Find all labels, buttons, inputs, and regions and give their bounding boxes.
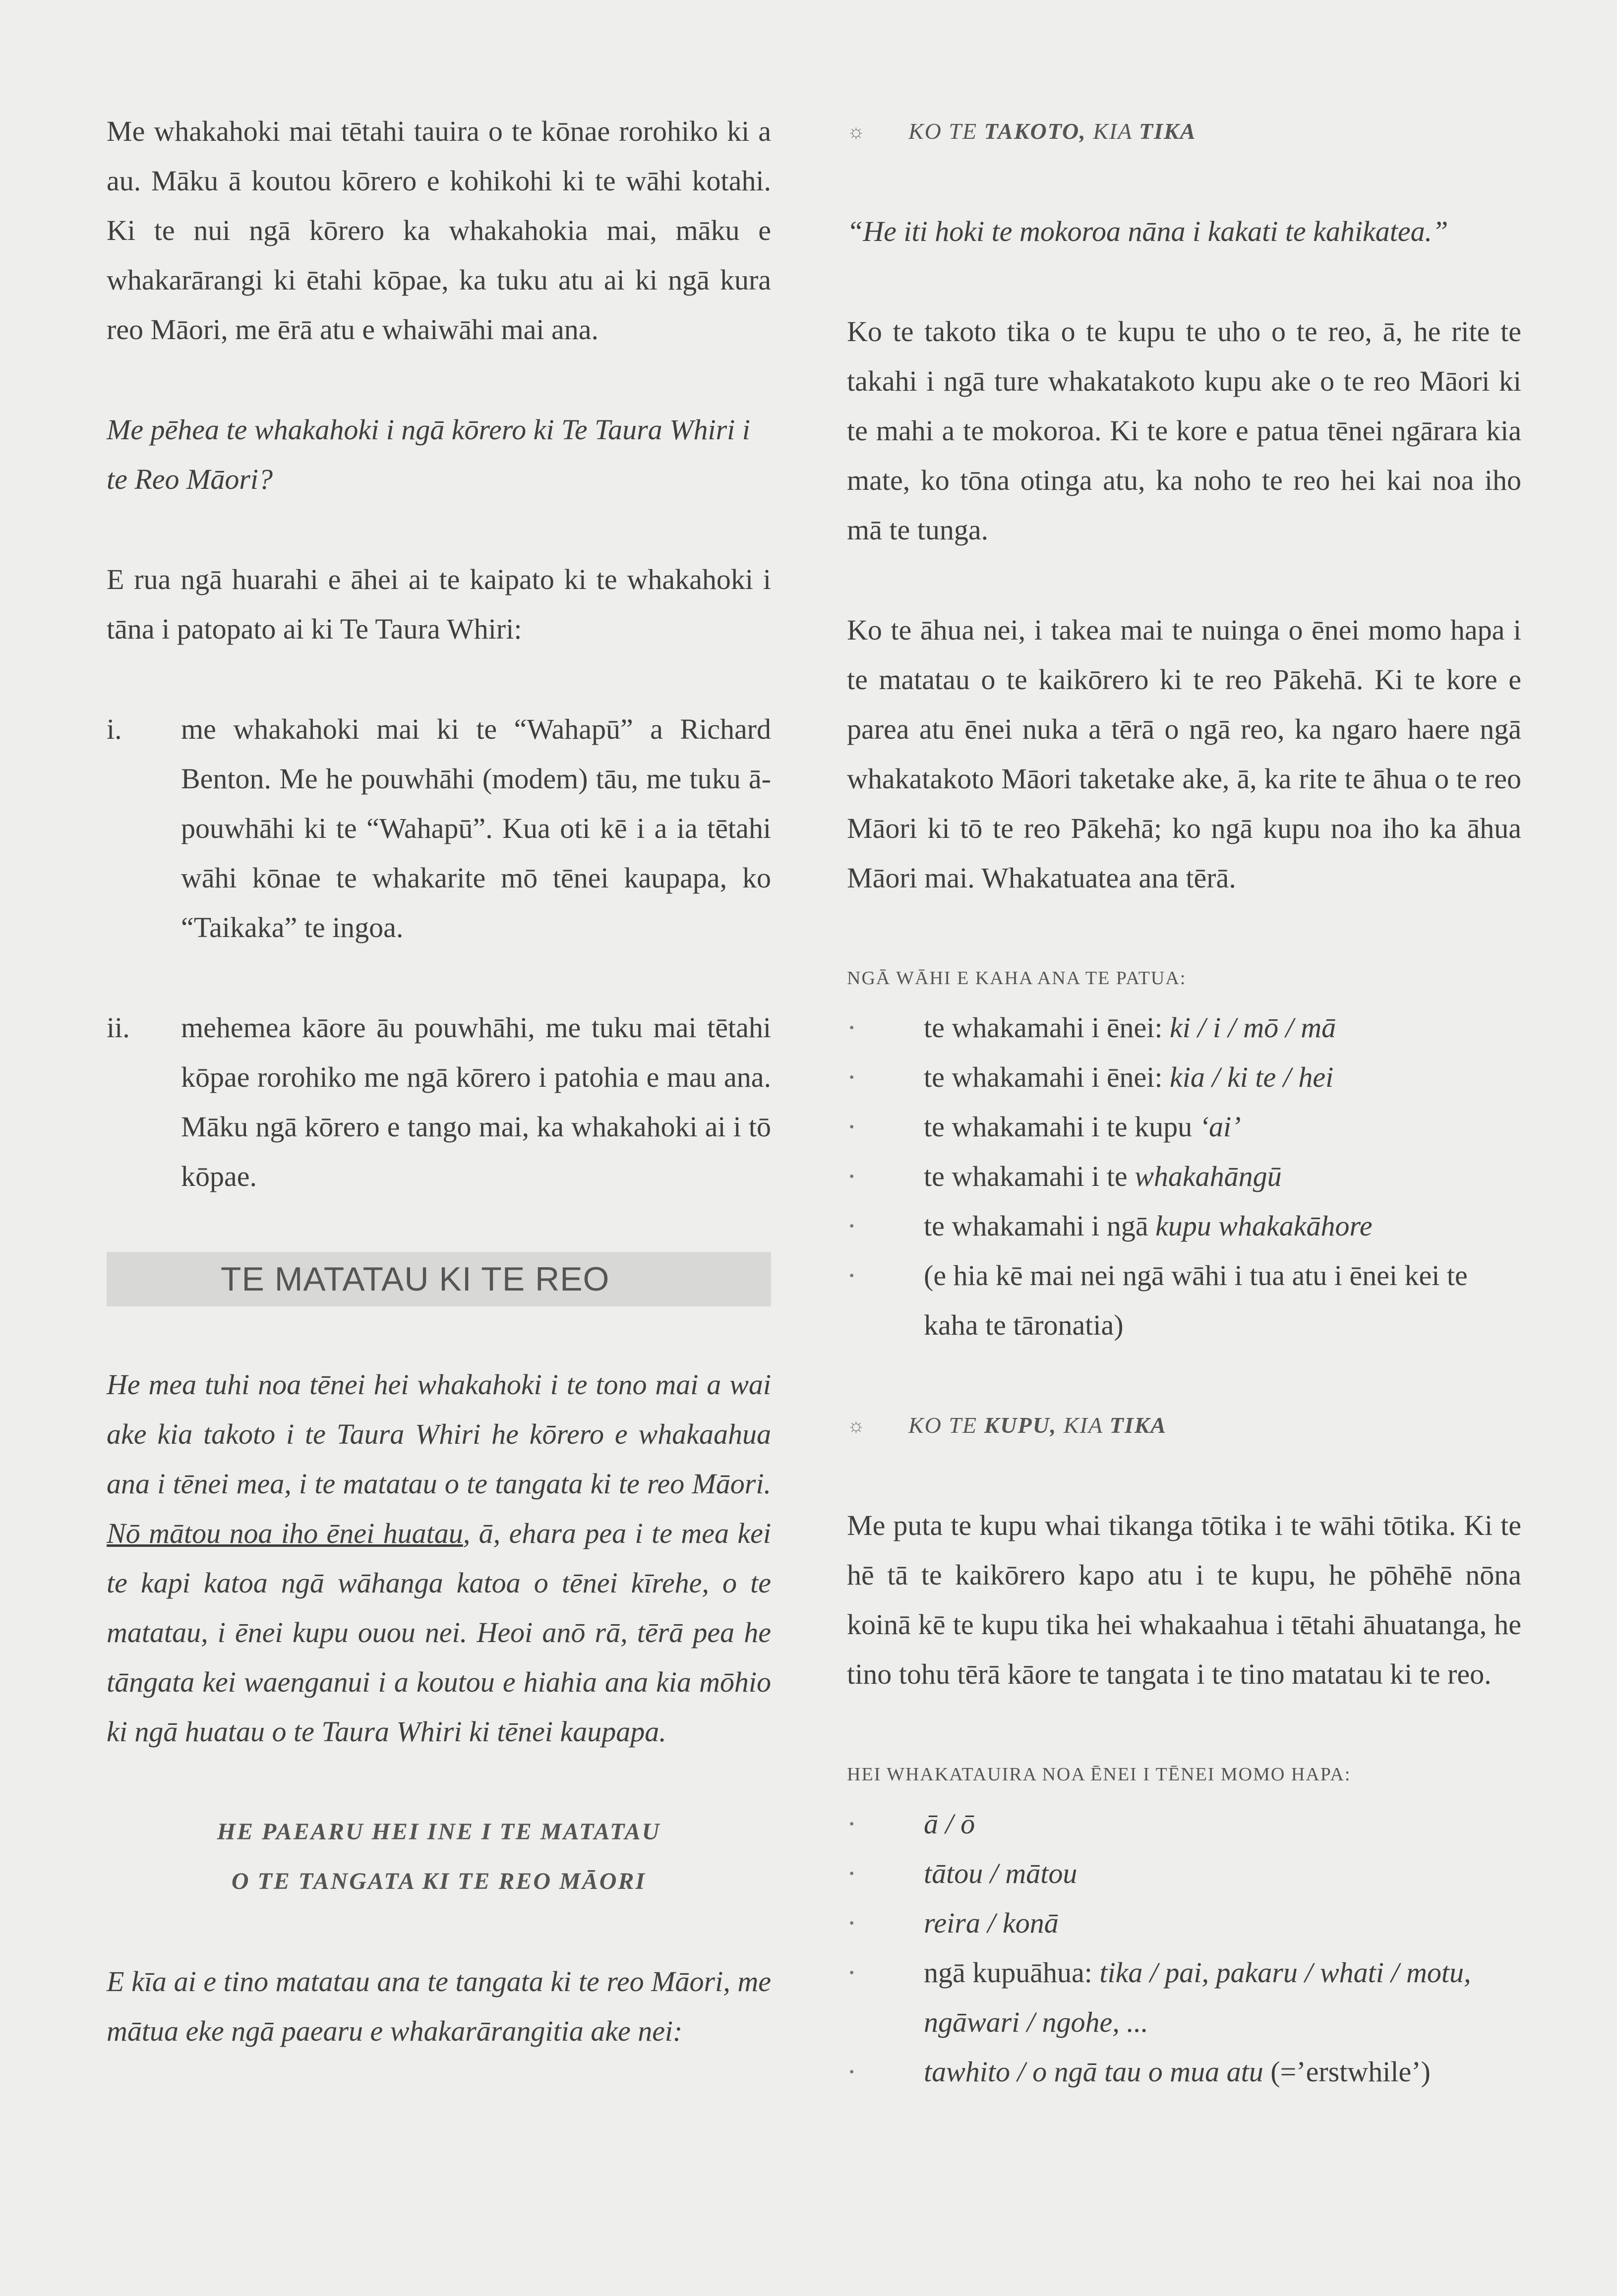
heading-part: KO TE [908,118,984,144]
bullet-dot: · [847,1061,857,1093]
banner-title: TE MATATAU KI TE REO [221,1260,610,1298]
italic-text: He mea tuhi noa tēnei hei whakahoki i te tono mai a wai ake kia takoto i te Taura Whiri he kōrero e whakaahua ana i tēnei mea, i te matatau o te tangata ki te reo Māori. [107,1368,771,1500]
section-banner [107,1252,771,1306]
underlined-phrase: Nō mātou noa iho ēnei huatau [107,1517,463,1549]
heading-part: TIKA [1139,118,1197,144]
list-text: mehemea kāore āu pouwhāhi, me tuku mai tētahi kōpae rorohiko me ngā kōrero i patohia e mau ana. Māku ngā kōrero e tango mai, ka whakahoki ai i tō kōpae. [181,1011,771,1192]
bullet-dot: · [847,2056,857,2088]
bullet-item [847,1898,1521,1948]
bullet-item [847,1849,1521,1898]
bullet-text [924,1003,1521,1053]
bullet-dot: · [847,1111,857,1143]
bullet-item [847,1102,1521,1152]
bullet-item [847,1003,1521,1053]
bullet-item [847,1053,1521,1102]
hapa-paragraph: Ko te āhua nei, i takea mai te nuinga o ēnei momo hapa i te matatau o te kaikōrero ki te reo Pākehā. Ki te kore e parea atu ēnei nuka a tērā o ngā reo, ka ngaro haere ngā whakatakoto Māori taketake ake, ā, ka rite te āhua o te reo Māori ki tō te reo Pākehā; ko ngā kupu noa iho ka āhua Māori mai. Whakatuatea ana tērā. [847,614,1521,894]
heading-part: TAKOTO, [984,118,1086,144]
list-item [107,1003,771,1201]
bullet-text [924,1102,1521,1152]
bullet-plain: (e hia kē mai nei ngā wāhi i tua atu i ēnei kei te kaha te tāronatia) [924,1259,1468,1341]
bullet-dot: · [847,1907,857,1939]
bullet-italic: reira / konā [924,1907,1059,1939]
question-paragraph: Me pēhea te whakahoki i ngā kōrero ki Te Taura Whiri i te Reo Māori? [107,413,750,495]
bullet-text [924,1948,1521,2047]
bullet-text [924,1053,1521,1102]
bullet-italic: ki / i / mō / mā [1170,1011,1336,1044]
section-heading-takoto [847,107,1521,156]
bullet-item [847,2047,1521,2097]
ways-paragraph: E rua ngā huarahi e āhei ai te kaipato ki te whakahoki i tāna i patopato ai ki Te Taura Whiri: [107,563,771,645]
bullet-item [847,1948,1521,2047]
subheading-hapa: HEI WHAKATAUIRA NOA ĒNEI I TĒNEI MOMO HAPA: [847,1764,1351,1785]
bullet-italic: ‘ai’ [1199,1111,1241,1143]
bullet-italic: ā / ō [924,1808,975,1840]
bullet-text [924,1898,1521,1948]
section-heading-kupu [847,1401,1521,1450]
list-number: i. [107,713,122,745]
bullet-dot: · [847,1808,857,1840]
bullet-plain: ngā kupuāhua: [924,1956,1100,1989]
bullet-italic: tika / pai, pakaru / whati / motu, ngāwari / ngohe, ... [924,1956,1471,2038]
list-number: ii. [107,1011,130,1044]
bullet-plain: te whakamahi i ngā [924,1210,1156,1242]
heading-part: KUPU, [984,1413,1057,1438]
bullet-dot: · [847,1956,857,1989]
heading-part: KO TE [908,1413,984,1438]
criteria-heading [107,1807,771,1906]
bullet-italic: kupu whakakāhore [1155,1210,1373,1242]
bullet-tail: (=’erstwhile’) [1263,2056,1431,2088]
heading-part: KIA [1086,118,1139,144]
proverb-quote: “He iti hoki te mokoroa nāna i kakati te kahikatea.” [847,215,1448,247]
bullet-item [847,1201,1521,1251]
heading-part: KIA [1057,1413,1110,1438]
right-column [847,107,1521,2097]
left-column [107,107,771,2056]
bullet-list-patua [847,1003,1521,1350]
bullet-text [924,1849,1521,1898]
sun-icon: ☼ [847,1414,866,1436]
section-heading-text [908,1401,1167,1450]
bullet-italic: whakahāngū [1135,1160,1282,1192]
bullet-item [847,1799,1521,1849]
kupu-paragraph: Me puta te kupu whai tikanga tōtika i te wāhi tōtika. Ki te hē tā te kaikōrero kapo atu i te kupu, he pōhēhē nōna koinā kē te kupu tika hei whakaahua i tētahi āhuatanga, he tino tohu tērā kāore te tangata i te tino matatau ki te reo. [847,1509,1521,1690]
subheading-patua: NGĀ WĀHI E KAHA ANA TE PATUA: [847,968,1187,989]
sun-icon: ☼ [847,120,866,142]
bullet-italic: tawhito / o ngā tau o mua atu [924,2056,1263,2088]
bullet-dot: · [847,1011,857,1044]
list-text: me whakahoki mai ki te “Wahapū” a Richard Benton. Me he pouwhāhi (modem) tāu, me tuku ā-pouwhāhi ki te “Wahapū”. Kua oti kē i a ia tētahi wāhi kōnae te whakarite mō tēnei kaupapa, ko “Taikaka” te ingoa. [181,713,771,943]
list-item [107,705,771,952]
bullet-plain: te whakamahi i ēnei: [924,1011,1170,1044]
bullet-text [924,1152,1521,1201]
criteria-heading-line: HE PAEARU HEI INE I TE MATATAU [217,1819,661,1845]
bullet-plain: te whakamahi i ēnei: [924,1061,1170,1093]
intro-paragraph: Me whakahoki mai tētahi tauira o te kōnae rorohiko ki a au. Māku ā koutou kōrero e kohikohi ki te wāhi kotahi. Ki te nui ngā kōrero ka whakahokia mai, māku e whakarārangi ki ētahi kōpae, ka tuku atu ai ki ngā kura reo Māori, me ērā atu e whaiwāhi mai ana. [107,115,771,346]
bullet-italic: tātou / mātou [924,1857,1078,1889]
bullet-list-hapa [847,1799,1521,2097]
bullet-dot: · [847,1160,857,1192]
takoto-paragraph: Ko te takoto tika o te kupu te uho o te reo, ā, he rite te takahi i ngā ture whakatakoto kupu ake o te reo Māori ki te mahi a te mokoroa. Ki te kore e patua tēnei ngārara kia mate, ko tōna otinga atu, ka noho te reo hei kai noa iho mā te tunga. [847,315,1521,546]
bullet-text [924,1201,1521,1251]
bullet-dot: · [847,1857,857,1889]
italic-paragraph [107,1360,771,1757]
bullet-item [847,1152,1521,1201]
bullet-dot: · [847,1210,857,1242]
final-paragraph: E kīa ai e tino matatau ana te tangata ki te reo Māori, me mātua eke ngā paearu e whakarārangitia ake nei: [107,1965,771,2047]
section-heading-text [908,107,1196,156]
bullet-item [847,1251,1521,1350]
bullet-text [924,2047,1521,2097]
bullet-text [924,1799,1521,1849]
bullet-plain: te whakamahi i te [924,1160,1135,1192]
bullet-dot: · [847,1259,857,1292]
heading-part: TIKA [1109,1413,1167,1438]
bullet-text [924,1251,1521,1350]
criteria-heading-line: O TE TANGATA KI TE REO MĀORI [231,1868,647,1894]
bullet-plain: te whakamahi i te kupu [924,1111,1199,1143]
italic-text: , ā, ehara pea i te mea kei te kapi katoa ngā wāhanga katoa o tēnei kīrehe, o te matatau, i ēnei kupu ouou nei. Heoi anō rā, tērā pea he tāngata kei waenganui i a koutou e hiahia ana kia mōhio ki ngā huatau o te Taura Whiri ki tēnei kaupapa. [107,1517,772,1748]
bullet-italic: kia / ki te / hei [1170,1061,1334,1093]
